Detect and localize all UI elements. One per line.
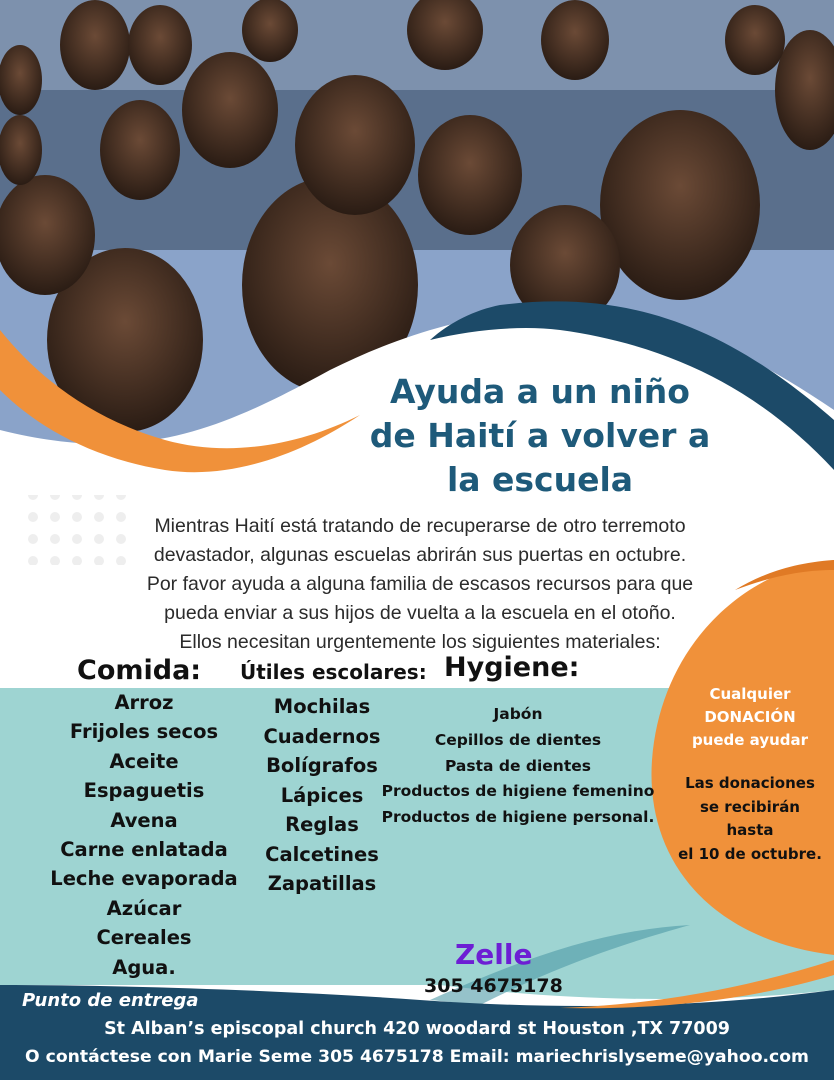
hygiene-list bbox=[378, 702, 658, 831]
donation-line: el 10 de octubre. bbox=[678, 844, 822, 863]
list-item: Cepillos de dientes bbox=[434, 730, 602, 749]
intro-line: Por favor ayuda a alguna familia de escasos recursos para que bbox=[146, 573, 694, 595]
donation-line: hasta bbox=[726, 821, 774, 839]
list-item: Aceite bbox=[109, 749, 179, 773]
title-line-1: Ayuda a un niño bbox=[390, 372, 690, 411]
list-item: Mochilas bbox=[273, 695, 371, 718]
intro-line: pueda enviar a sus hijos de vuelta a la escuela en el otoño. bbox=[164, 602, 676, 624]
list-item: Calcetines bbox=[265, 842, 379, 866]
list-item: Pasta de dientes bbox=[444, 756, 591, 775]
list-item: Lápices bbox=[280, 783, 364, 807]
list-item: Agua. bbox=[112, 955, 176, 979]
school-supplies-heading: Útiles escolares: bbox=[240, 660, 427, 684]
intro-line: Ellos necesitan urgentemente los siguientes materiales: bbox=[179, 631, 661, 653]
intro-line: devastador, algunas escuelas abrirán sus puertas en octubre. bbox=[153, 544, 687, 566]
list-item: Carne enlatada bbox=[60, 838, 228, 862]
list-item: Cuadernos bbox=[263, 724, 381, 748]
intro-line: Mientras Haití está tratando de recuperarse de otro terremoto bbox=[154, 515, 686, 537]
zelle-logo: Zelle bbox=[455, 938, 533, 971]
donation-line: puede ayudar bbox=[691, 731, 809, 749]
list-item: Espaguetis bbox=[83, 779, 205, 803]
food-heading: Comida: bbox=[77, 655, 202, 686]
list-item: Leche evaporada bbox=[50, 867, 238, 891]
list-item: Azúcar bbox=[106, 896, 182, 920]
donation-deadline bbox=[666, 772, 834, 866]
list-item: Bolígrafos bbox=[266, 754, 378, 777]
list-item: Avena bbox=[110, 808, 178, 832]
contact-info: O contáctese con Marie Seme 305 4675178 Email: mariechrislyseme@yahoo.com bbox=[25, 1047, 809, 1067]
donation-line: Cualquier bbox=[709, 685, 791, 703]
list-item: Zapatillas bbox=[267, 872, 377, 895]
list-item: Cereales bbox=[96, 926, 192, 950]
zelle-phone: 305 4675178 bbox=[424, 975, 563, 997]
donation-callout bbox=[666, 683, 834, 752]
hygiene-heading: Hygiene: bbox=[444, 652, 580, 683]
list-item: Productos de higiene personal. bbox=[381, 808, 655, 827]
page-title bbox=[345, 370, 735, 502]
drop-off-label: Punto de entrega bbox=[22, 990, 199, 1011]
donation-line: DONACIÓN bbox=[704, 708, 796, 726]
donation-line: Las donaciones bbox=[685, 774, 815, 792]
list-item: Arroz bbox=[114, 691, 174, 714]
list-item: Jabón bbox=[493, 705, 543, 723]
list-item: Frijoles secos bbox=[69, 720, 219, 744]
donation-line: se recibirán bbox=[699, 797, 800, 816]
drop-off-address: St Alban’s episcopal church 420 woodard st Houston ,TX 77009 bbox=[104, 1019, 730, 1039]
school-supplies-list bbox=[252, 692, 392, 899]
title-line-2: de Haití a volver a bbox=[369, 416, 711, 455]
food-list bbox=[30, 688, 258, 982]
list-item: Productos de higiene femenino bbox=[381, 782, 655, 801]
intro-paragraph bbox=[60, 512, 780, 657]
list-item: Reglas bbox=[285, 813, 359, 836]
title-line-3: la escuela bbox=[446, 460, 634, 499]
